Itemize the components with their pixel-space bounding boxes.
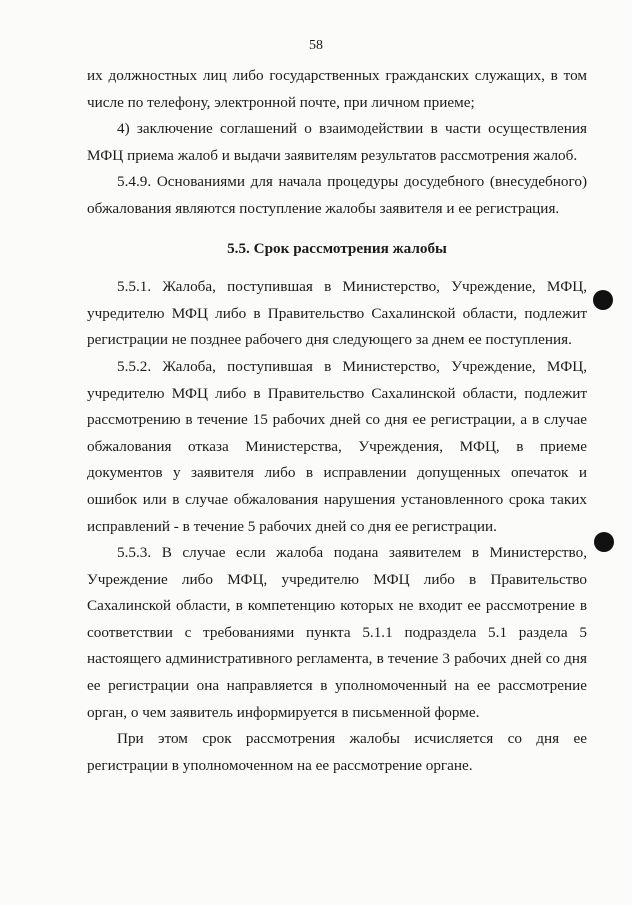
paragraph-5-5-2: 5.5.2. Жалоба, поступившая в Министерство, Учреждение, МФЦ, учредителю МФЦ либо в Правительство Сахалинской области, подлежит рассмотрению в течение 15 рабочих дней со дня ее регистрации, а в случае обжалования отказа Министерства, Учреждения, МФЦ, в приеме документов у заявителя либо в исправлении допущенных опечаток и ошибок или в случае обжалования нарушения установленного срока таких исправлений - в течение 5 рабочих дней со дня ее регистрации.: [87, 357, 587, 535]
paragraph-continuation: их должностных лиц либо государственных гражданских служащих, в том числе по телефону, электронной почте, при личном приеме;: [87, 67, 587, 111]
punch-hole-mark: [594, 532, 614, 552]
paragraph-item-4: 4) заключение соглашений о взаимодействии в части осуществления МФЦ приема жалоб и выдачи заявителям результатов рассмотрения жалоб.: [87, 120, 587, 164]
paragraph-5-5-3: 5.5.3. В случае если жалоба подана заявителем в Министерство, Учреждение либо МФЦ, учредителю МФЦ либо в Правительство Сахалинской области, в компетенцию которых не входит ее рассмотрение в соответствии с требованиями пункта 5.1.1 подраздела 5.1 раздела 5 настоящего административного регламента, в течение 3 рабочих дней со дня ее регистрации она направляется в уполномоченный на ее рассмотрение орган, о чем заявитель информируется в письменной форме.: [87, 544, 587, 721]
paragraph-5-5-1: 5.5.1. Жалоба, поступившая в Министерство, Учреждение, МФЦ, учредителю МФЦ либо в Правительство Сахалинской области, подлежит регистрации не позднее рабочего дня следующего за днем ее поступления.: [87, 278, 587, 349]
paragraph-closing: При этом срок рассмотрения жалобы исчисляется со дня ее регистрации в уполномоченном на ее рассмотрение органе.: [87, 730, 587, 774]
section-heading: 5.5. Срок рассмотрения жалобы: [227, 239, 447, 257]
document-body: [87, 63, 587, 779]
punch-hole-mark: [593, 290, 613, 310]
paragraph-5-4-9: 5.4.9. Основаниями для начала процедуры досудебного (внесудебного) обжалования являются поступление жалобы заявителя и ее регистрация.: [87, 173, 587, 217]
page-number: 58: [309, 38, 323, 53]
